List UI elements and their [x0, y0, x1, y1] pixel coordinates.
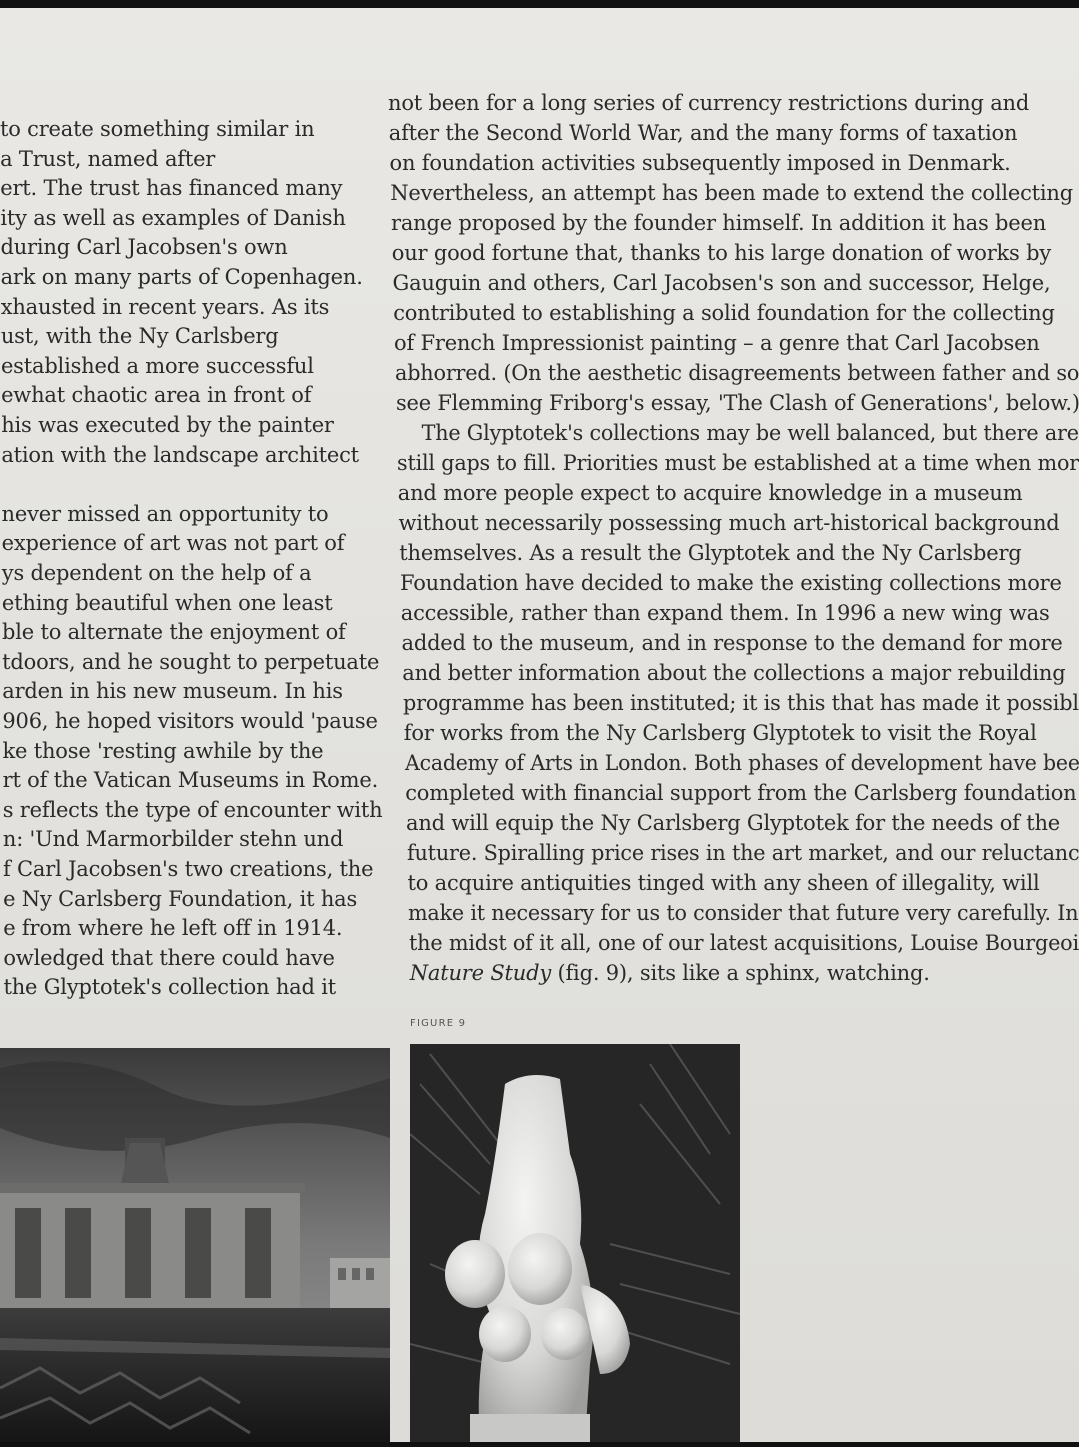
- right-column-line: range proposed by the founder himself. In addition it has been: [391, 211, 1047, 235]
- right-column-line: after the Second World War, and the many forms of taxation: [388, 121, 1018, 145]
- left-column-line: ble to alternate the enjoyment of: [2, 620, 346, 645]
- left-column-line: ys dependent on the help of a: [1, 561, 312, 585]
- sculpture-image: [410, 1044, 740, 1442]
- left-column-line: arden in his new museum. In his: [2, 679, 343, 704]
- right-column-line: of French Impressionist painting – a genre that Carl Jacobsen: [394, 331, 1040, 355]
- left-column-line: xhausted in recent years. As its: [0, 294, 330, 319]
- left-column-line: e from where he left off in 1914.: [3, 916, 343, 941]
- right-column-line: added to the museum, and in response to the demand for more: [401, 631, 1063, 655]
- artwork-title: Nature Study: [409, 961, 552, 985]
- left-column-line: his was executed by the painter: [1, 413, 334, 437]
- right-column-line: Nevertheless, an attempt has been made to extend the collecting: [390, 181, 1073, 205]
- left-column-line: ust, with the Ny Carlsberg: [0, 324, 279, 349]
- right-column-line: and better information about the collections a major rebuilding: [402, 661, 1066, 685]
- left-column-line: ewhat chaotic area in front of: [1, 383, 312, 408]
- last-line-text: (fig. 9), sits like a sphinx, watching.: [551, 961, 930, 985]
- left-column-line: to create something similar in: [0, 117, 315, 141]
- right-column-line: to acquire antiquities tinged with any sheen of illegality, will: [407, 871, 1040, 895]
- left-column-line: the Glyptotek's collection had it: [3, 975, 336, 1000]
- left-column-line: a Trust, named after: [0, 146, 216, 171]
- right-column-line: Foundation have decided to make the existing collections more: [400, 571, 1062, 595]
- right-column-line: on foundation activities subsequently imposed in Denmark.: [389, 151, 1011, 175]
- right-column-last-line: [410, 958, 930, 988]
- left-column-line: ation with the landscape architect: [1, 442, 359, 467]
- left-column-line: 906, he hoped visitors would 'pause: [2, 709, 378, 733]
- left-column-line: tdoors, and he sought to perpetuate: [2, 649, 380, 674]
- book-page: [0, 8, 1079, 1442]
- right-column-line: themselves. As a result the Glyptotek and the Ny Carlsberg: [399, 541, 1022, 565]
- right-column-line: abhorred. (On the aesthetic disagreements between father and so: [394, 361, 1079, 385]
- museum-building-photo: [0, 1048, 390, 1442]
- left-column-line: ething beautiful when one least: [1, 590, 333, 615]
- left-column-line: n: 'Und Marmorbilder stehn und: [2, 827, 344, 852]
- right-column-line: for works from the Ny Carlsberg Glyptotek to visit the Royal: [403, 721, 1037, 745]
- museum-building-image: [0, 1048, 390, 1442]
- right-column-line: Gauguin and others, Carl Jacobsen's son and successor, Helge,: [392, 271, 1051, 295]
- right-column-line: see Flemming Friborg's essay, 'The Clash of Generations', below.): [395, 391, 1079, 415]
- left-column-line: never missed an opportunity to: [1, 501, 329, 526]
- left-column-line: rt of the Vatican Museums in Rome.: [2, 768, 379, 793]
- right-column-line: contributed to establishing a solid foundation for the collecting: [393, 301, 1055, 325]
- left-column-line: experience of art was not part of: [1, 531, 345, 556]
- right-column-line: programme has been instituted; it is this that has made it possibl: [403, 691, 1079, 715]
- right-column-line: still gaps to fill. Priorities must be established at a time when mor: [397, 451, 1079, 475]
- figure-label: FIGURE 9: [410, 1018, 467, 1029]
- left-column-line: during Carl Jacobsen's own: [0, 235, 288, 260]
- left-column-line: f Carl Jacobsen's two creations, the: [3, 857, 374, 881]
- left-column-line: s reflects the type of encounter with: [2, 797, 383, 822]
- left-column-line: e Ny Carlsberg Foundation, it has: [3, 886, 358, 911]
- sculpture-photo: [410, 1044, 740, 1442]
- right-column-line: completed with financial support from the Carlsberg foundation: [405, 781, 1077, 805]
- right-column-line: make it necessary for us to consider that future very carefully. In: [408, 901, 1079, 925]
- right-column-line: The Glyptotek's collections may be well balanced, but there are: [396, 421, 1079, 445]
- right-column-line: and will equip the Ny Carlsberg Glyptotek for the needs of the: [406, 811, 1061, 835]
- left-column-line: ity as well as examples of Danish: [0, 205, 346, 230]
- right-column-line: not been for a long series of currency restrictions during and: [388, 91, 1030, 115]
- right-column-line: our good fortune that, thanks to his large donation of works by: [391, 241, 1052, 265]
- right-column-line: accessible, rather than expand them. In 1996 a new wing was: [400, 601, 1050, 625]
- left-column-line: owledged that there could have: [3, 945, 335, 970]
- left-column-line: ark on many parts of Copenhagen.: [0, 265, 363, 289]
- left-column-line: ke those 'resting awhile by the: [2, 738, 324, 763]
- right-column-line: and more people expect to acquire knowledge in a museum: [397, 481, 1023, 505]
- left-column-line: established a more successful: [0, 353, 314, 378]
- left-column-line: ert. The trust has financed many: [0, 176, 343, 201]
- right-column-line: future. Spiralling price rises in the art market, and our reluctanc: [406, 841, 1079, 865]
- right-column-line: the midst of it all, one of our latest acquisitions, Louise Bourgeoi: [409, 931, 1079, 955]
- right-column-line: Academy of Arts in London. Both phases of development have bee: [404, 751, 1079, 775]
- right-column-line: without necessarily possessing much art-historical background: [398, 511, 1060, 535]
